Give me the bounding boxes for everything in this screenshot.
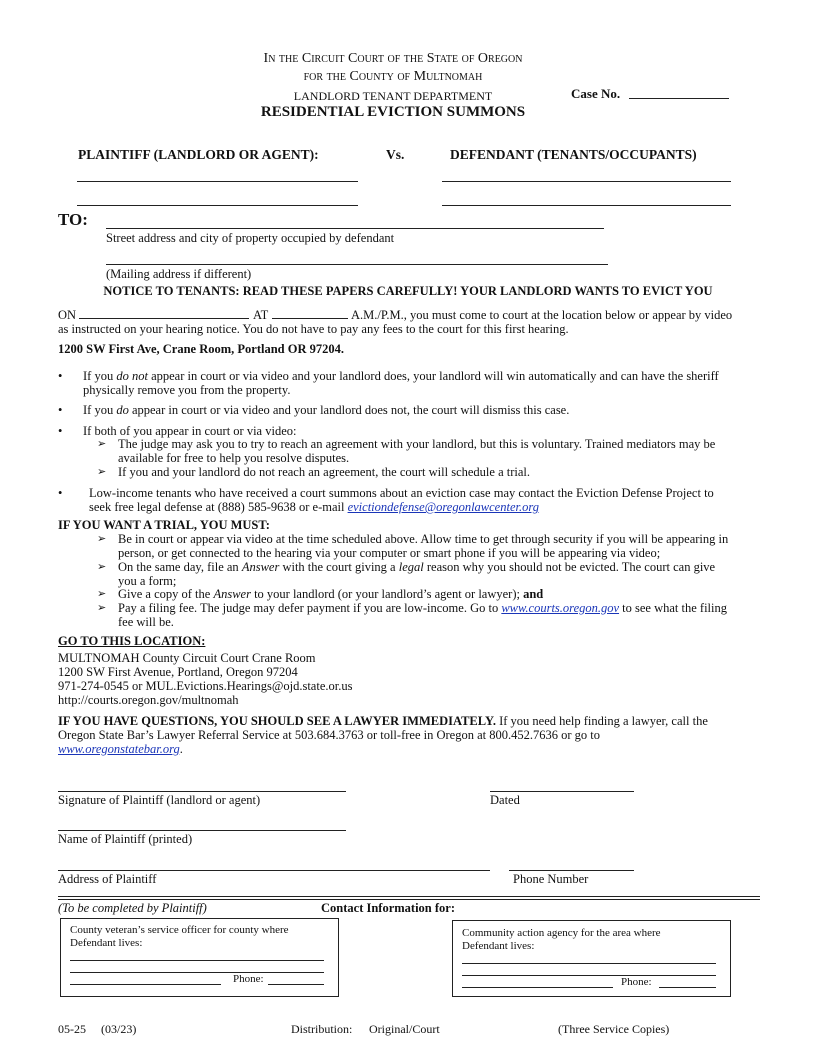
plaintiff-address-field[interactable] [58,870,490,871]
dated-field[interactable] [490,791,634,792]
defendant-label: DEFENDANT (TENANTS/OCCUPANTS) [450,147,697,162]
mailing-address-field[interactable] [106,264,608,265]
bullet-3-sub-1-line-2: available for free to help you resolve disputes. [118,451,350,465]
to-label: TO: [58,210,88,229]
plaintiff-name-label: Name of Plaintiff (printed) [58,832,193,846]
veteran-phone-label: Phone: [233,973,264,985]
at-label: AT [253,308,269,322]
divider [58,899,760,900]
veteran-officer-line-1[interactable] [70,960,324,961]
hearing-address: 1200 SW First Ave, Crane Room, Portland OR 97204. [58,342,344,356]
bullet-1-line-2: physically remove you from the property. [83,383,291,397]
veteran-officer-line-3[interactable] [70,984,221,985]
ampm-text: A.M./P.M., you must come to court at the location below or appear by video [351,308,733,322]
community-agency-line-2[interactable] [462,975,716,976]
community-agency-line-3[interactable] [462,987,613,988]
courts-oregon-link[interactable]: www.courts.oregon.gov [501,601,620,615]
street-caption: Street address and city of property occupied by defendant [106,231,395,245]
plaintiff-address-label: Address of Plaintiff [58,872,157,886]
to-be-completed-note: (To be completed by Plaintiff) [58,901,207,915]
community-agency-caption: Community action agency for the area where Defendant lives: [462,927,661,952]
location-heading: GO TO THIS LOCATION: [58,634,206,648]
bullet-2: If you do appear in court or via video and your landlord does not, the court will dismiss this case. [83,403,570,417]
bullet-3-marker: • [58,424,63,438]
bullet-1: If you do not appear in court or via video and your landlord does, your landlord will win automatically and can have the sheriff [83,369,719,383]
veteran-officer-caption: County veteran’s service officer for county where Defendant lives: [70,924,289,949]
trial-item-4-line-2: fee will be. [118,615,174,629]
arrow-icon: ➢ [97,466,107,478]
trial-item-1: Be in court or appear via video at the time scheduled above. Allow time to get through security if you will be appearing in [118,532,729,546]
community-agency-line-1[interactable] [462,963,716,964]
vs-label: Vs. [386,147,405,162]
location-line-2: 1200 SW First Avenue, Portland, Oregon 97204 [58,665,298,679]
notice-line-2: as instructed on your hearing notice. You do not have to pay any fees to the court for this first hearing. [58,322,569,336]
bullet-4-marker: • [58,486,63,500]
arrow-icon: ➢ [97,561,107,573]
veteran-phone-field[interactable] [268,984,324,985]
plaintiff-name-field[interactable] [58,830,346,831]
bullet-3-sub-2: If you and your landlord do not reach an agreement, the court will schedule a trial. [118,465,531,479]
community-phone-field[interactable] [659,987,716,988]
location-line-1: MULTNOMAH County Circuit Court Crane Room [58,651,316,665]
phone-number-field[interactable] [509,870,634,871]
phone-number-label: Phone Number [513,872,589,886]
court-line-2: for the County of Multnomah [303,69,483,84]
divider [58,896,760,897]
defendant-field-1[interactable] [442,181,731,182]
distribution-original: Original/Court [369,1022,440,1036]
arrow-icon: ➢ [97,588,107,600]
signature-field[interactable] [58,791,346,792]
arrow-icon: ➢ [97,438,107,450]
trial-item-4: Pay a filing fee. The judge may defer payment if you are low-income. Go to www.courts.oregon.gov to see what the filing [118,601,728,615]
bullet-4-line-2: seek free legal defense at (888) 585-9638 or e-mail evictiondefense@oregonlawcenter.org [89,500,540,514]
trial-item-2: On the same day, file an Answer with the court giving a legal reason why you should not be evicted. The court can give [118,560,716,574]
bullet-1-marker: • [58,369,63,383]
trial-heading: IF YOU WANT A TRIAL, YOU MUST: [58,518,270,532]
department: LANDLORD TENANT DEPARTMENT [293,89,493,103]
questions-line-3: www.oregonstatebar.org. [58,742,183,756]
location-line-4: http://courts.oregon.gov/multnomah [58,693,239,707]
plaintiff-field-2[interactable] [77,205,358,206]
community-agency-box [452,920,731,997]
questions-line-2: Oregon State Bar’s Lawyer Referral Service at 503.684.3763 or toll-free in Oregon at 800.452.7636 or go to [58,728,600,742]
trial-item-1-line-2: person, or get connected to the hearing via your computer or smart phone if you will be appearing via video; [118,546,661,560]
signature-label: Signature of Plaintiff (landlord or agent) [58,793,261,807]
veteran-officer-line-2[interactable] [70,972,324,973]
hearing-date-field[interactable] [79,318,249,319]
eviction-defense-email-link[interactable]: evictiondefense@oregonlawcenter.org [347,500,540,514]
contact-heading: Contact Information for: [321,901,456,915]
case-no-label: Case No. [571,86,621,101]
plaintiff-label: PLAINTIFF (LANDLORD OR AGENT): [78,147,319,162]
plaintiff-field-1[interactable] [77,181,358,182]
community-phone-label: Phone: [621,976,652,988]
mailing-caption: (Mailing address if different) [106,267,252,281]
bullet-4: Low-income tenants who have received a court summons about an eviction case may contact the Eviction Defense Project to [89,486,714,500]
trial-item-3: Give a copy of the Answer to your landlord (or your landlord’s agent or lawyer); and [118,587,544,601]
notice-heading: NOTICE TO TENANTS: READ THESE PAPERS CAREFULLY! YOUR LANDLORD WANTS TO EVICT YOU [103,284,713,298]
distribution-copies: (Three Service Copies) [558,1022,670,1036]
court-line-1: In the Circuit Court of the State of Oregon [263,51,523,66]
street-address-field[interactable] [106,228,604,229]
trial-item-2-line-2: you a form; [118,574,177,588]
distribution-label: Distribution: [291,1022,353,1036]
questions-paragraph: IF YOU HAVE QUESTIONS, YOU SHOULD SEE A LAWYER IMMEDIATELY. If you need help finding a lawyer, call the [58,714,708,728]
bullet-2-marker: • [58,403,63,417]
bullet-3: If both of you appear in court or via video: [83,424,297,438]
form-number: 05-25 [58,1022,86,1036]
arrow-icon: ➢ [97,533,107,545]
bullet-3-sub-1: The judge may ask you to try to reach an agreement with your landlord, but this is voluntary. Trained mediators may be [118,437,716,451]
defendant-field-2[interactable] [442,205,731,206]
form-revision: (03/23) [101,1022,137,1036]
veteran-officer-box [60,918,339,997]
case-no-field[interactable] [629,98,729,99]
dated-label: Dated [490,793,520,807]
on-label: ON [58,308,77,322]
page-title: RESIDENTIAL EVICTION SUMMONS [260,104,526,120]
hearing-time-field[interactable] [272,318,348,319]
oregon-state-bar-link[interactable]: www.oregonstatebar.org [58,742,180,756]
arrow-icon: ➢ [97,602,107,614]
location-line-3: 971-274-0545 or MUL.Evictions.Hearings@ojd.state.or.us [58,679,353,693]
